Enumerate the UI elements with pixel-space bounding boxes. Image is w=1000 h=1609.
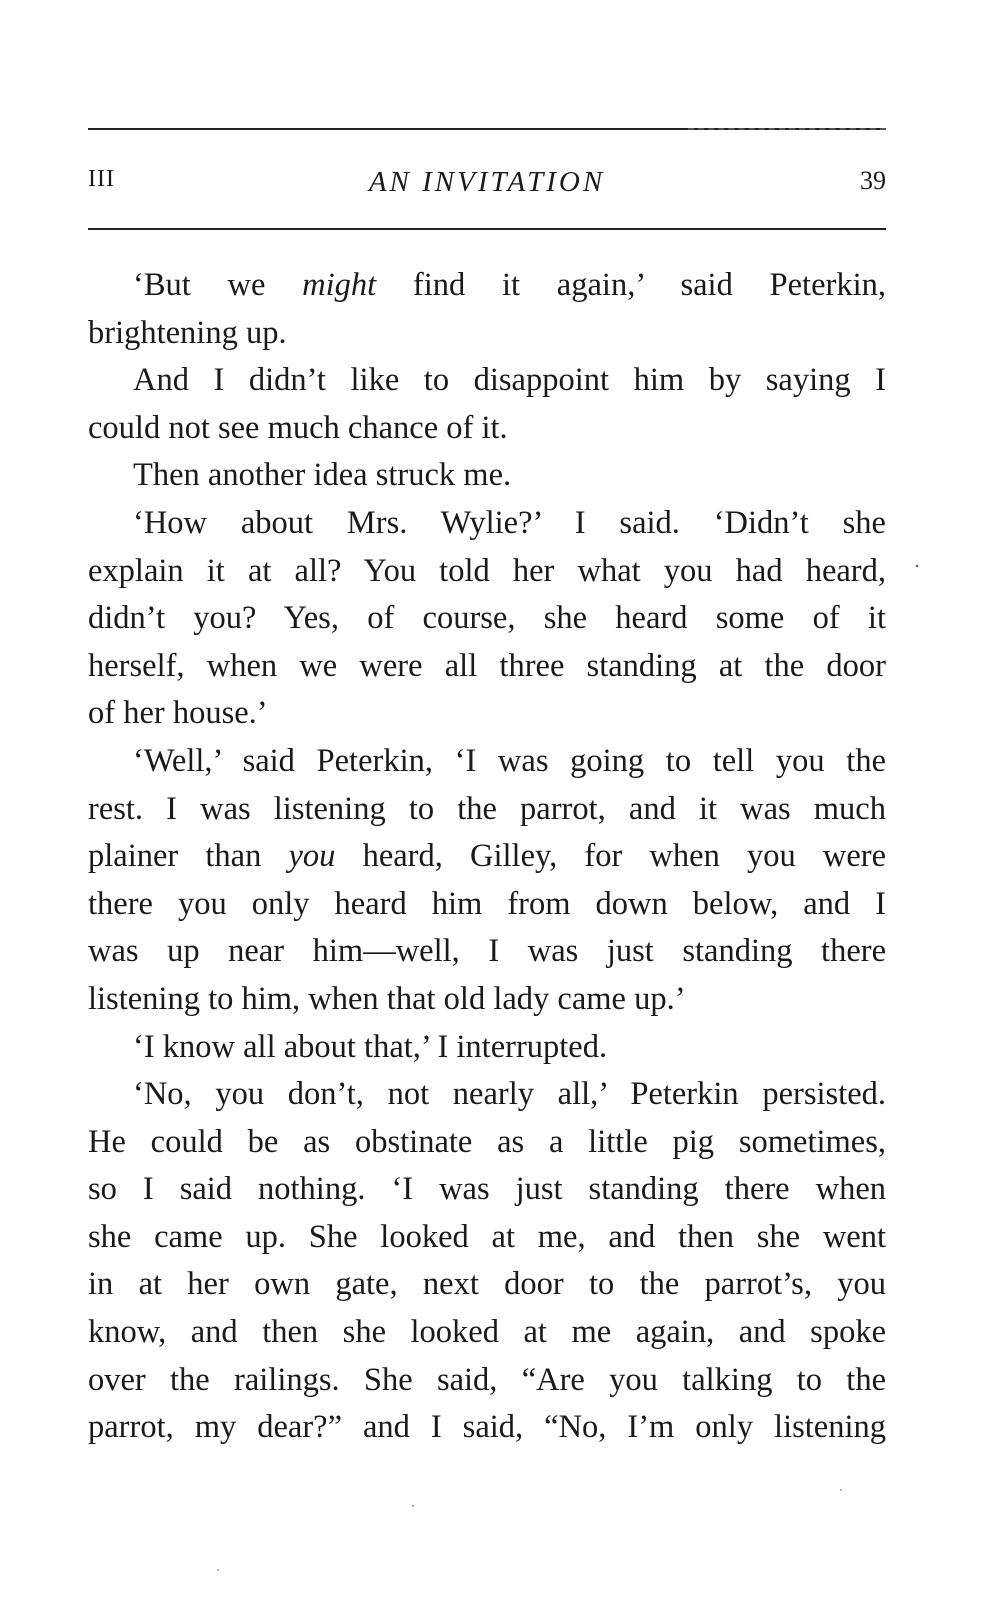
text-line: ‘No, you don’t, not nearly all,’ Peterkin persisted. xyxy=(133,1076,886,1113)
text-line: plainer than you heard, Gilley, for when you were xyxy=(88,838,887,875)
body-text xyxy=(88,262,886,1452)
emphasis: might xyxy=(302,267,377,303)
text-line: Then another idea struck me. xyxy=(133,457,512,494)
text-line: And I didn’t like to disappoint him by saying I xyxy=(133,362,886,399)
speck xyxy=(412,1505,414,1507)
text-line: was up near him—well, I was just standing there xyxy=(88,933,886,970)
text-line: know, and then she looked at me again, and spoke xyxy=(88,1314,886,1351)
text-line: rest. I was listening to the parrot, and it was much xyxy=(88,790,886,827)
text-line: didn’t you? Yes, of course, she heard some of it xyxy=(88,600,886,637)
text-line: ‘But we might find it again,’ said Peterkin, xyxy=(133,267,886,303)
text-line: could not see much chance of it. xyxy=(88,409,508,446)
text-line: of her house.’ xyxy=(88,695,268,732)
text-line: there you only heard him from down below, and I xyxy=(88,885,886,922)
chapter-title: AN INVITATION xyxy=(368,166,606,198)
speck xyxy=(840,1489,842,1491)
chapter-number: III xyxy=(88,166,115,192)
speck xyxy=(217,1569,219,1571)
speck xyxy=(916,565,919,568)
text-line: He could be as obstinate as a little pig sometimes, xyxy=(88,1123,886,1160)
text-line: parrot, my dear?” and I said, “No, I’m only listening xyxy=(88,1409,886,1446)
top-rule-dashed-end xyxy=(688,128,886,130)
emphasis: you xyxy=(288,838,336,875)
text-line: over the railings. She said, “Are you talking to the xyxy=(88,1361,886,1398)
text-line: ‘How about Mrs. Wylie?’ I said. ‘Didn’t she xyxy=(133,504,886,541)
text-line: she came up. She looked at me, and then she went xyxy=(88,1218,886,1255)
text-line: in at her own gate, next door to the parrot’s, you xyxy=(88,1266,886,1303)
text-line: so I said nothing. ‘I was just standing there when xyxy=(88,1171,886,1208)
header-rule xyxy=(88,228,886,230)
text-line: ‘I know all about that,’ I interrupted. xyxy=(133,1028,608,1065)
text-line: herself, when we were all three standing at the door xyxy=(88,647,886,684)
running-head xyxy=(88,166,886,202)
text-line: listening to him, when that old lady came up.’ xyxy=(88,980,686,1017)
text-line: explain it at all? You told her what you had heard, xyxy=(88,552,886,589)
text-line: ‘Well,’ said Peterkin, ‘I was going to tell you the xyxy=(133,742,886,779)
text-line: brightening up. xyxy=(88,314,287,351)
page-number: 39 xyxy=(860,166,886,195)
